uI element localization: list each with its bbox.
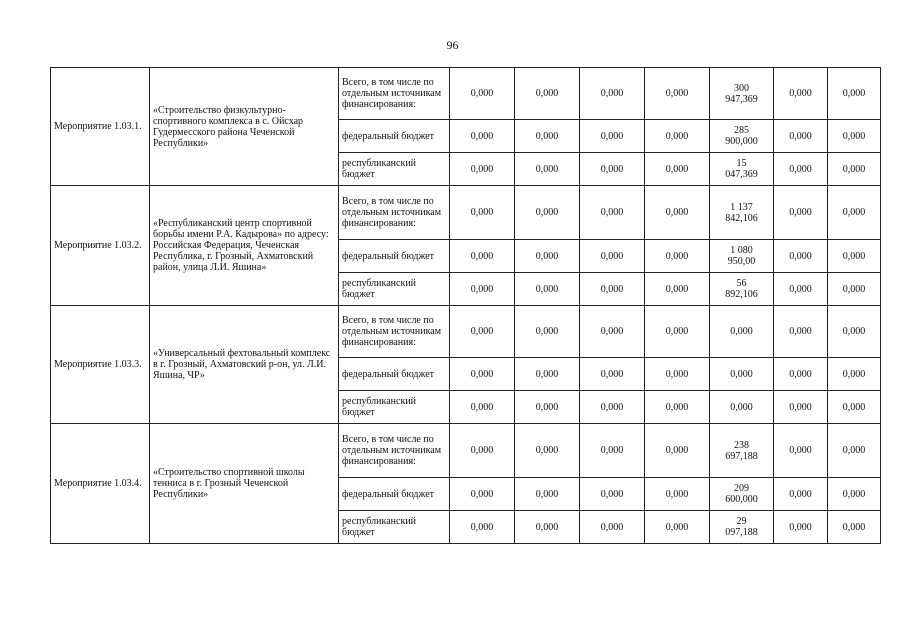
funding-source: федеральный бюджет — [339, 240, 450, 273]
funding-source: федеральный бюджет — [339, 120, 450, 153]
table-row — [51, 186, 881, 240]
amount-cell: 0,000 — [774, 153, 828, 186]
amount-cell: 0,000 — [828, 358, 881, 391]
page-number: 96 — [446, 38, 459, 52]
amount-cell: 0,000 — [774, 273, 828, 306]
amount-cell: 0,000 — [828, 120, 881, 153]
amount-cell: 0,000 — [580, 273, 645, 306]
amount-cell: 0,000 — [828, 306, 881, 358]
amount-cell-main — [710, 306, 774, 358]
amount-cell: 0,000 — [450, 358, 515, 391]
funding-source: республиканский бюджет — [339, 273, 450, 306]
amount-part-1: 0,000 — [730, 326, 753, 337]
amount-cell-main — [710, 240, 774, 273]
amount-part-2: 697,188 — [725, 450, 758, 462]
amount-cell-main — [710, 511, 774, 544]
amount-cell: 0,000 — [450, 240, 515, 273]
amount-cell: 0,000 — [774, 120, 828, 153]
amount-part-1: 1 080 — [730, 245, 753, 256]
amount-cell: 0,000 — [450, 186, 515, 240]
amount-cell: 0,000 — [515, 306, 580, 358]
amount-cell: 0,000 — [580, 424, 645, 478]
amount-cell: 0,000 — [515, 273, 580, 306]
amount-cell: 0,000 — [774, 306, 828, 358]
amount-cell: 0,000 — [515, 186, 580, 240]
amount-cell: 0,000 — [774, 240, 828, 273]
amount-cell: 0,000 — [774, 68, 828, 120]
amount-cell: 0,000 — [828, 478, 881, 511]
amount-cell: 0,000 — [828, 68, 881, 120]
amount-cell: 0,000 — [774, 358, 828, 391]
amount-part-1: 238 — [734, 439, 749, 451]
amount-cell: 0,000 — [828, 153, 881, 186]
amount-cell: 0,000 — [580, 478, 645, 511]
amount-cell: 0,000 — [645, 511, 710, 544]
amount-cell: 0,000 — [450, 391, 515, 424]
amount-cell: 0,000 — [450, 68, 515, 120]
amount-cell-main — [710, 478, 774, 511]
amount-part-2: 097,188 — [725, 527, 758, 538]
amount-cell-main — [710, 358, 774, 391]
amount-cell: 0,000 — [580, 511, 645, 544]
amount-cell: 0,000 — [450, 478, 515, 511]
amount-cell-main — [710, 424, 774, 478]
amount-cell: 0,000 — [645, 424, 710, 478]
amount-part-1: 29 — [736, 516, 747, 527]
amount-part-1: 285 — [734, 125, 749, 136]
amount-cell: 0,000 — [515, 120, 580, 153]
funding-source: Всего, в том числе по отдельным источникам финансирования: — [339, 306, 450, 358]
amount-cell: 0,000 — [645, 186, 710, 240]
amount-cell: 0,000 — [515, 240, 580, 273]
event-code: Мероприятие 1.03.4. — [51, 424, 150, 544]
amount-cell: 0,000 — [450, 273, 515, 306]
amount-cell: 0,000 — [645, 478, 710, 511]
event-code: Мероприятие 1.03.2. — [51, 186, 150, 306]
amount-part-2: 842,106 — [725, 212, 758, 224]
financing-table — [50, 67, 881, 544]
event-code: Мероприятие 1.03.1. — [51, 68, 150, 186]
amount-cell: 0,000 — [828, 240, 881, 273]
amount-cell: 0,000 — [450, 306, 515, 358]
amount-cell-main — [710, 120, 774, 153]
amount-cell: 0,000 — [515, 511, 580, 544]
funding-source: республиканский бюджет — [339, 153, 450, 186]
amount-cell: 0,000 — [515, 358, 580, 391]
amount-part-2: 600,000 — [725, 494, 758, 505]
amount-cell: 0,000 — [645, 273, 710, 306]
amount-cell-main — [710, 391, 774, 424]
amount-cell: 0,000 — [580, 306, 645, 358]
amount-cell: 0,000 — [828, 391, 881, 424]
funding-source: Всего, в том числе по отдельным источникам финансирования: — [339, 424, 450, 478]
amount-cell: 0,000 — [450, 153, 515, 186]
amount-cell: 0,000 — [450, 511, 515, 544]
funding-source: Всего, в том числе по отдельным источникам финансирования: — [339, 68, 450, 120]
amount-cell: 0,000 — [515, 68, 580, 120]
amount-cell: 0,000 — [645, 240, 710, 273]
amount-cell: 0,000 — [580, 240, 645, 273]
amount-part-1: 56 — [736, 278, 747, 289]
funding-source: республиканский бюджет — [339, 391, 450, 424]
amount-part-1: 0,000 — [730, 401, 753, 413]
amount-cell: 0,000 — [828, 511, 881, 544]
amount-cell: 0,000 — [774, 186, 828, 240]
amount-cell: 0,000 — [450, 424, 515, 478]
amount-cell-main — [710, 186, 774, 240]
amount-cell: 0,000 — [580, 391, 645, 424]
amount-cell: 0,000 — [774, 478, 828, 511]
amount-cell-main — [710, 153, 774, 186]
amount-part-1: 300 — [734, 82, 749, 94]
amount-part-2: 900,000 — [725, 136, 758, 147]
amount-cell: 0,000 — [645, 358, 710, 391]
amount-part-2: 892,106 — [725, 289, 758, 300]
amount-cell: 0,000 — [774, 511, 828, 544]
amount-part-2: 947,369 — [725, 93, 758, 105]
amount-cell: 0,000 — [580, 358, 645, 391]
amount-cell: 0,000 — [450, 120, 515, 153]
amount-part-1: 15 — [736, 158, 747, 169]
amount-part-2: 047,369 — [725, 169, 758, 180]
table-row — [51, 68, 881, 120]
amount-cell: 0,000 — [515, 478, 580, 511]
amount-cell: 0,000 — [828, 273, 881, 306]
event-name: «Строительство спортивной школы тенниса в г. Грозный Чеченской Республики» — [150, 424, 339, 544]
table-row — [51, 424, 881, 478]
amount-cell: 0,000 — [645, 391, 710, 424]
amount-cell: 0,000 — [774, 424, 828, 478]
amount-cell: 0,000 — [645, 153, 710, 186]
table-row — [51, 306, 881, 358]
amount-part-1: 209 — [734, 483, 749, 494]
amount-cell: 0,000 — [580, 186, 645, 240]
amount-cell: 0,000 — [515, 153, 580, 186]
event-name: «Универсальный фехтовальный комплекс в г. Грозный, Ахматовский р-он, ул. Л.И. Яшина, ЧР» — [150, 306, 339, 424]
amount-cell-main — [710, 68, 774, 120]
amount-part-2: 950,00 — [727, 256, 756, 267]
amount-cell: 0,000 — [515, 424, 580, 478]
funding-source: федеральный бюджет — [339, 478, 450, 511]
amount-cell: 0,000 — [580, 68, 645, 120]
amount-part-1: 0,000 — [730, 368, 753, 380]
amount-cell: 0,000 — [580, 153, 645, 186]
funding-source: республиканский бюджет — [339, 511, 450, 544]
amount-cell: 0,000 — [645, 120, 710, 153]
amount-cell: 0,000 — [515, 391, 580, 424]
amount-part-1: 1 137 — [730, 201, 753, 213]
funding-source: Всего, в том числе по отдельным источникам финансирования: — [339, 186, 450, 240]
amount-cell: 0,000 — [828, 186, 881, 240]
amount-cell: 0,000 — [580, 120, 645, 153]
event-code: Мероприятие 1.03.3. — [51, 306, 150, 424]
event-name: «Строительство физкультурно-спортивного комплекса в с. Ойсхар Гудермесского района Чеченской Республики» — [150, 68, 339, 186]
amount-cell: 0,000 — [828, 424, 881, 478]
amount-cell: 0,000 — [645, 306, 710, 358]
event-name: «Республиканский центр спортивной борьбы имени Р.А. Кадырова» по адресу: Российская Федерация, Чеченская Республика, г. Грозный, Ахматовский район, улица Л.И. Яшина» — [150, 186, 339, 306]
amount-cell: 0,000 — [645, 68, 710, 120]
funding-source: федеральный бюджет — [339, 358, 450, 391]
amount-cell-main — [710, 273, 774, 306]
amount-cell: 0,000 — [774, 391, 828, 424]
